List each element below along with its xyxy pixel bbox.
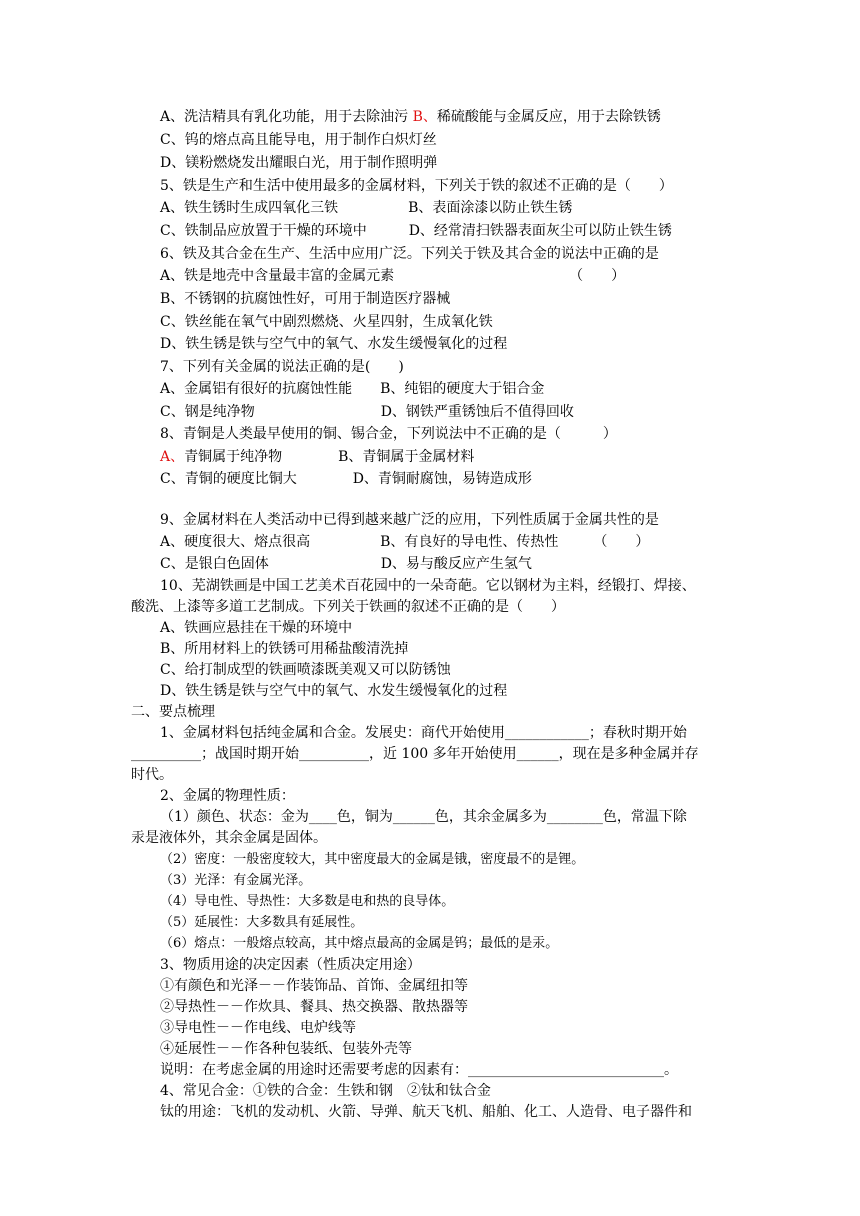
body-line: ③导电性－－作电线、电炉线等	[160, 1020, 356, 1036]
question-line: 酸洗、上漆等多道工艺制成。下列关于铁画的叙述不正确的是（ ）	[131, 599, 565, 615]
option-line: A、铁生锈时生成四氧化三铁 B、表面涂漆以防止铁生锈	[160, 200, 573, 216]
option-line: A、铁画应悬挂在干燥的环境中	[160, 620, 353, 636]
body-line: __________；战国时期开始__________，近 100 多年开始使用______，现在是多种金属并存	[131, 746, 699, 762]
option-line: D、铁生锈是铁与空气中的氧气、水发生缓慢氧化的过程	[160, 336, 508, 352]
option-line: B、不锈钢的抗腐蚀性好，可用于制造医疗器械	[160, 291, 451, 307]
red-marked-option: A、	[160, 449, 185, 465]
option-line: A、铁是地壳中含量最丰富的金属元素 （ ）	[160, 268, 626, 284]
body-line: 3、物质用途的决定因素（性质决定用途）	[160, 957, 421, 973]
body-line: 4、常见合金：①铁的合金：生铁和钢 ②钛和钛合金	[160, 1083, 491, 1099]
question-line: 10、芜湖铁画是中国工艺美术百花园中的一朵奇葩。它以钢材为主料，经锻打、焊接、	[160, 578, 696, 594]
question-line: 6、铁及其合金在生产、生活中应用广泛。下列关于铁及其合金的说法中正确的是	[160, 246, 659, 262]
option-line: A、硬度很大、熔点很高 B、有良好的导电性、传热性 （ ）	[160, 534, 650, 550]
body-line: （5）延展性：大多数具有延展性。	[160, 915, 364, 930]
option-line: B、所用材料上的铁锈可用稀盐酸清洗掉	[160, 641, 409, 657]
section-heading: 二、要点梳理	[131, 704, 215, 720]
red-marked-option: B、	[412, 109, 437, 125]
body-line: （2）密度：一般密度较大，其中密度最大的金属是锇，密度最不的是锂。	[160, 852, 585, 867]
option-line: D、铁生锈是铁与空气中的氧气、水发生缓慢氧化的过程	[160, 683, 508, 699]
option-line: A、青铜属于纯净物 B、青铜属于金属材料	[160, 449, 475, 465]
option-line: C、钢是纯净物 D、钢铁严重锈蚀后不值得回收	[160, 404, 574, 420]
question-line: 7、下列有关金属的说法正确的是( )	[160, 359, 404, 375]
option-line: C、铁制品应放置于干燥的环境中 D、经常清扫铁器表面灰尘可以防止铁生锈	[160, 223, 672, 239]
body-line: ①有颜色和光泽－－作装饰品、首饰、金属纽扣等	[160, 978, 468, 994]
question-line: 8、青铜是人类最早使用的铜、锡合金，下列说法中不正确的是（ ）	[160, 426, 617, 442]
body-line: （1）颜色、状态：金为____色，铜为______色，其余金属多为________色，常温下除	[160, 809, 687, 825]
body-line: （4）导电性、导热性：大多数是电和热的良导体。	[160, 894, 455, 909]
body-line: （3）光泽：有金属光泽。	[160, 873, 312, 888]
question-line: 5、铁是生产和生活中使用最多的金属材料，下列关于铁的叙述不正确的是（ ）	[160, 178, 673, 194]
option-line: C、青铜的硬度比铜大 D、青铜耐腐蚀，易铸造成形	[160, 471, 532, 487]
option-line: A、金属铝有很好的抗腐蚀性能 B、纯铝的硬度大于铝合金	[160, 381, 545, 397]
body-line: （6）熔点：一般熔点较高，其中熔点最高的金属是钨；最低的是汞。	[160, 936, 559, 951]
option-line: C、铁丝能在氧气中剧烈燃烧、火星四射，生成氧化铁	[160, 314, 493, 330]
body-line: 2、金属的物理性质：	[160, 788, 295, 804]
body-line: 汞是液体外，其余金属是固体。	[131, 830, 327, 846]
body-line: 说明：在考虑金属的用途时还需要考虑的因素有：____________________________。	[160, 1062, 678, 1078]
body-line: 时代。	[131, 767, 173, 783]
option-line: D、镁粉燃烧发出耀眼白光，用于制作照明弹	[160, 155, 438, 171]
question-line: 9、金属材料在人类活动中已得到越来越广泛的应用，下列性质属于金属共性的是	[160, 512, 659, 528]
option-line: C、是银白色固体 D、易与酸反应产生氢气	[160, 556, 532, 572]
body-line: 钛的用途：飞机的发动机、火箭、导弹、航天飞机、船舶、化工、人造骨、电子器件和	[160, 1104, 692, 1120]
body-line: ②导热性－－作炊具、餐具、热交换器、散热器等	[160, 999, 468, 1015]
option-line: C、给打制成型的铁画喷漆既美观又可以防锈蚀	[160, 662, 451, 678]
option-line: C、钨的熔点高且能导电，用于制作白炽灯丝	[160, 132, 437, 148]
body-line: 1、金属材料包括纯金属和合金。发展史：商代开始使用____________；春秋时期开始	[160, 725, 687, 741]
option-line: A、洗洁精具有乳化功能，用于去除油污 B、稀硫酸能与金属反应，用于去除铁锈	[160, 109, 661, 125]
body-line: ④延展性－－作各种包装纸、包装外壳等	[160, 1041, 412, 1057]
